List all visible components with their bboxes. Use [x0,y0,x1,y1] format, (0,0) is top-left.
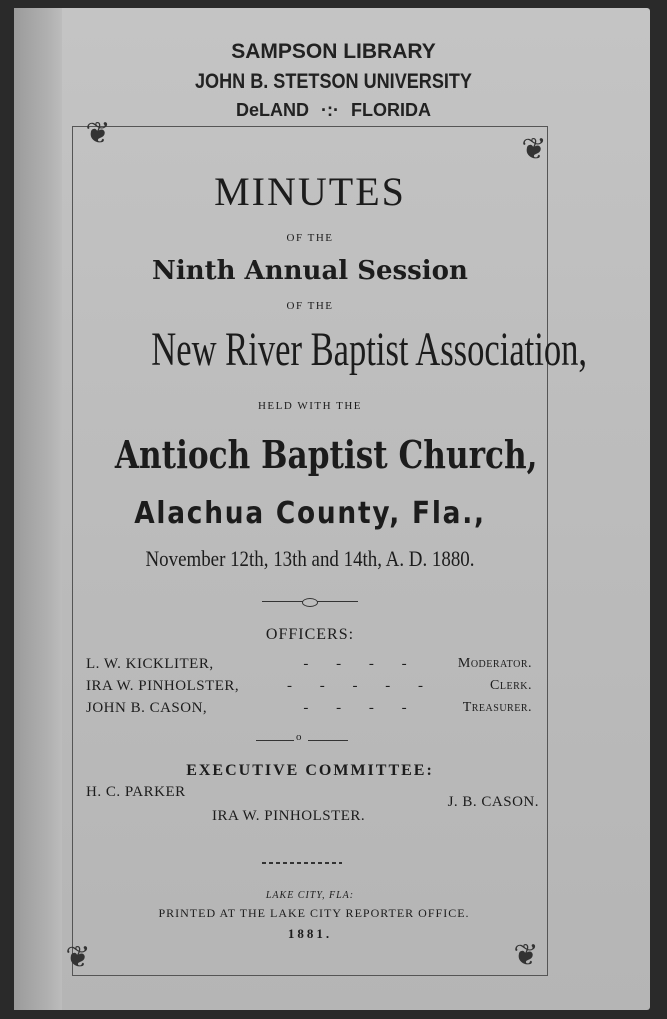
officer-name: L. W. KICKLITER, [86,656,214,672]
floral-corner-icon: ❦ [521,132,547,167]
stamp-city: DeLAND [235,100,309,120]
stamp-separator: ·:· [321,100,339,120]
imprint-printer: PRINTED AT THE LAKE CITY REPORTER OFFICE. [158,906,470,920]
floral-corner-icon: ❦ [85,116,111,151]
of-the-label: OF THE [286,232,334,244]
held-with-label: HELD WITH THE [257,400,363,412]
officers-divider [256,733,348,745]
library-stamp-line-1: SAMPSON LIBRARY [231,40,436,63]
officer-row [86,700,532,720]
floral-corner-icon: ❦ [65,940,91,975]
officer-name: IRA W. PINHOLSTER, [86,678,240,694]
committee-member-center: IRA W. PINHOLSTER. [212,808,366,824]
imprint-year: 1881. [287,926,333,941]
leader-dots: - - - - - [287,678,435,694]
page-title: MINUTES [214,169,406,214]
imprint-place: LAKE CITY, FLA: [265,890,355,901]
worn-spine [14,8,62,1010]
committee-member-left: H. C. PARKER [86,784,186,800]
divider-mark: o [296,731,302,743]
officer-role: Clerk. [490,678,532,693]
floral-corner-icon: ❦ [513,938,539,973]
officer-row [86,678,532,698]
association-name: New River Baptist Association, [151,323,588,376]
officer-name: JOHN B. CASON, [86,700,208,716]
committee-member-right: J. B. CASON. [447,794,539,810]
officer-role: Treasurer. [462,700,532,715]
officers-heading: OFFICERS: [265,626,355,643]
scroll-divider-icon [262,600,358,604]
scroll-divider-icon [262,860,342,866]
session-dates: November 12th, 13th and 14th, A. D. 1880. [145,546,475,571]
session-title: Ninth Annual Session [152,256,468,286]
county-name: Alachua County, Fla., [134,496,486,531]
of-the-label: OF THE [286,300,334,312]
committee-heading: EXECUTIVE COMMITTEE: [186,762,434,779]
stamp-state: FLORIDA [351,100,432,120]
officer-role: Moderator. [457,656,532,671]
officer-row [86,656,532,676]
leader-dots: - - - - [303,656,419,672]
church-name: Antioch Baptist Church, [114,432,538,477]
leader-dots: - - - - [303,700,419,716]
library-stamp-line-2: JOHN B. STETSON UNIVERSITY [195,70,472,93]
